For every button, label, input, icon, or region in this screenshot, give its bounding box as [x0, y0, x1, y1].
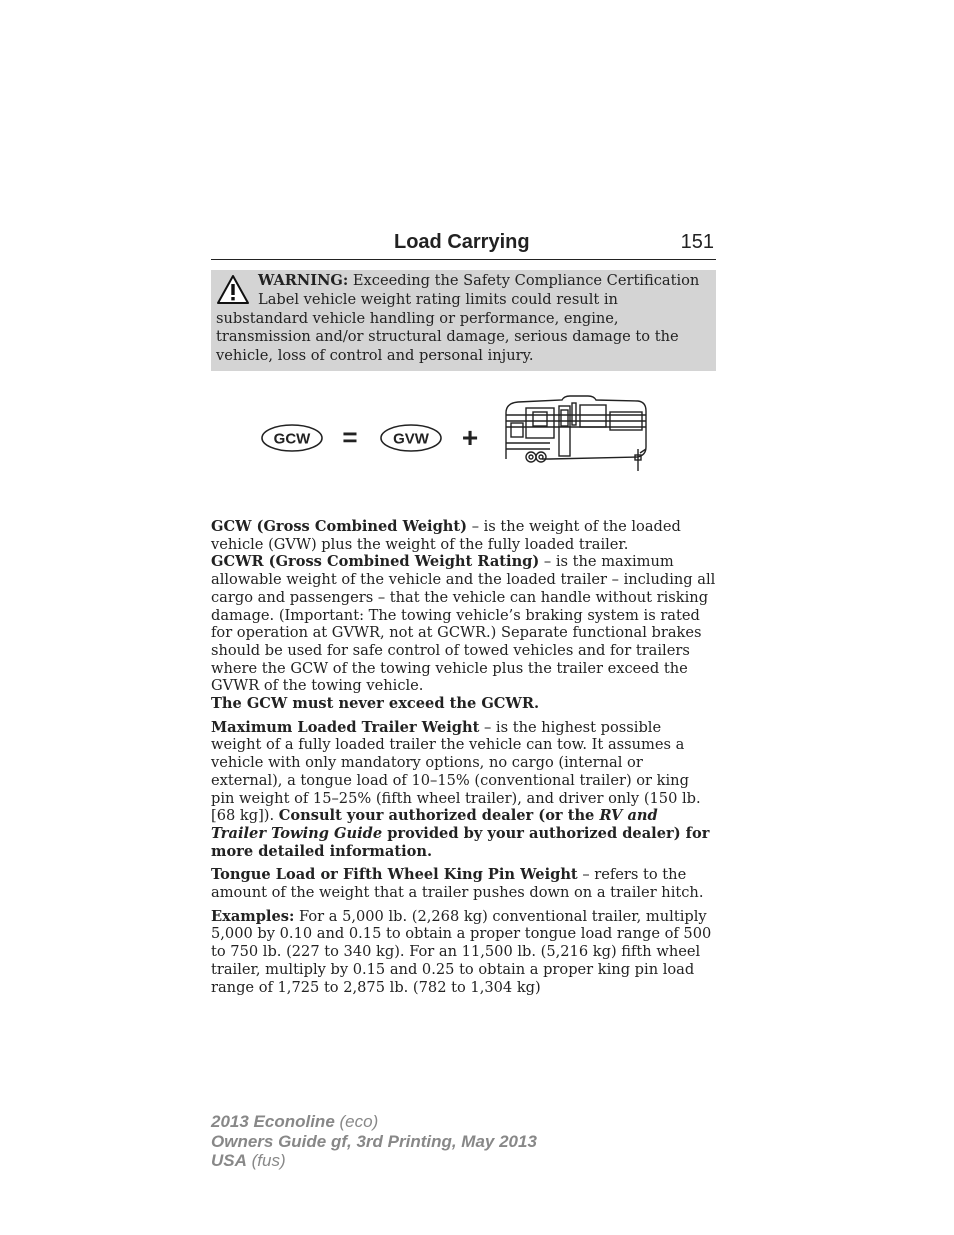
warning-box: [211, 270, 716, 371]
equals-sign: =: [342, 422, 358, 452]
mltw-definition: – is the highest possible weight of a fully loaded trailer the vehicle can tow. It assumes a vehicle with only mandatory options, no cargo (internal or external), a tongue load of 10–15% (conventional trailer) or king pin weight of 15–25% (fifth wheel trailer), and driver only (150 lb. [68 kg]).: [211, 718, 701, 825]
footer-line-2: [211, 1132, 537, 1152]
gcw-term: GCW (Gross Combined Weight): [211, 518, 468, 535]
gcw-equation-figure: [250, 395, 670, 480]
page-header: [211, 229, 716, 260]
warning-label: WARNING:: [258, 272, 349, 289]
tongue-definition: – refers to the amount of the weight that a trailer pushes down on a trailer hitch.: [211, 866, 704, 902]
body-text: [211, 518, 716, 996]
examples-text: For a 5,000 lb. (2,268 kg) conventional trailer, multiply 5,000 by 0.10 and 0.15 to obtain a proper tongue load range of 500 to 750 lb. (227 to 340 kg). For an 11,500 lb. (5,216 kg) fifth wheel trailer, multiply by 0.15 and 0.25 to obtain a proper king pin load range of 1,725 to 2,875 lb. (782 to 1,304 kg): [211, 907, 712, 996]
gvw-oval: [381, 425, 441, 451]
gcw-oval: [262, 425, 322, 451]
mltw-term: Maximum Loaded Trailer Weight: [211, 718, 480, 736]
mltw-consult-a: Consult your authorized dealer (or the: [278, 807, 600, 825]
gcw-note: The GCW must never exceed the GCWR.: [211, 695, 540, 713]
travel-trailer-icon: [506, 396, 646, 471]
footer-model: 2013 Econoline: [211, 1112, 335, 1131]
examples-paragraph: [211, 908, 716, 997]
footer-market: USA: [211, 1151, 247, 1170]
page-footer: [211, 1112, 537, 1171]
footer-line-1: [211, 1112, 537, 1132]
definition-tongue-load: [211, 866, 716, 901]
tongue-term: Tongue Load or Fifth Wheel King Pin Weight: [211, 866, 578, 884]
mltw-guide-title: RV and Trailer Towing Guide: [211, 807, 658, 842]
page-number: 151: [680, 231, 714, 253]
footer-printing: Owners Guide gf, 3rd Printing, May 2013: [211, 1131, 537, 1151]
gcwr-term: GCWR (Gross Combined Weight Rating): [211, 553, 540, 571]
gcwr-definition: – is the maximum allowable weight of the vehicle and the loaded trailer – including all cargo and passengers – that the vehicle can handle without risking damage. (Important: The towing vehicle’s braking system is rated for operation at GVWR, not at GCWR.) Separate functional brakes should be used for safe control of towed vehicles and for trailers where the GCW of the towing vehicle plus the trailer exceed the GVWR of the towing vehicle.: [211, 553, 716, 695]
gvw-oval-label: GVW: [393, 430, 429, 448]
gcw-oval-label: GCW: [273, 430, 311, 448]
examples-term: Examples:: [211, 907, 295, 925]
mltw-consult-b: provided by your authorized dealer) for more detailed information.: [211, 824, 710, 860]
definition-gcwr: [211, 553, 716, 712]
definition-max-loaded-trailer-weight: [211, 719, 716, 861]
definition-gcw: [211, 518, 716, 553]
plus-sign: +: [461, 422, 479, 453]
section-title: Load Carrying: [394, 231, 530, 253]
footer-market-code: (fus): [246, 1151, 286, 1170]
warning-triangle-icon: [216, 274, 250, 306]
gcw-definition: – is the weight of the loaded vehicle (GVW) plus the weight of the fully loaded trailer.: [211, 518, 681, 553]
warning-text: Exceeding the Safety Compliance Certification Label vehicle weight rating limits could result in substandard vehicle handling or performance, engine, transmission and/or structural damage, serious damage to the vehicle, loss of control and personal injury.: [216, 272, 700, 365]
footer-line-3: [211, 1151, 537, 1171]
footer-model-code: (eco): [334, 1112, 379, 1131]
